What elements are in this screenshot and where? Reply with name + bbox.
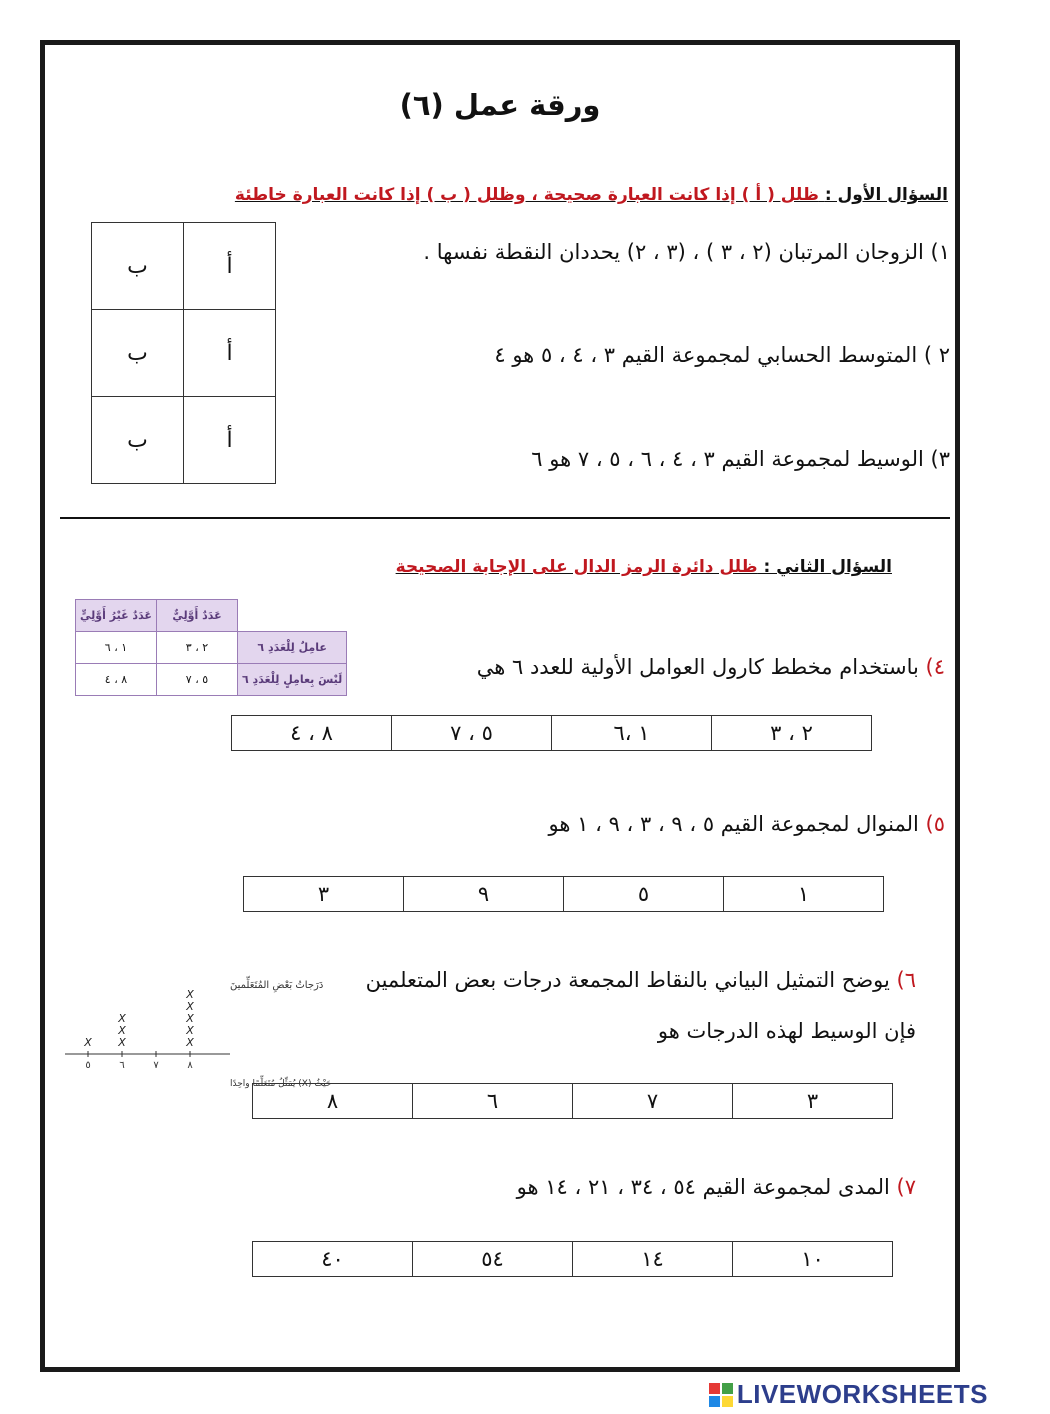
- q7-question: المدى لمجموعة القيم ٥٤ ، ٣٤ ، ٢١ ، ١٤ هو: [516, 1175, 897, 1199]
- q4-question: باستخدام مخطط كارول العوامل الأولية للعدد ٦ هي: [476, 655, 926, 679]
- q7-number: ٧): [896, 1175, 916, 1199]
- q2-header: [396, 557, 892, 577]
- dot-plot-mark: X: [118, 1036, 126, 1049]
- carroll-col-header: عَدَدٌ غَيْرُ أَوَّلِيٍّ: [76, 600, 157, 632]
- q7-text: [517, 1175, 916, 1199]
- q5-number: ٥): [925, 812, 945, 836]
- dot-plot-tick-label: ٨: [187, 1060, 193, 1071]
- dot-plot-mark: X: [186, 1012, 194, 1025]
- answer-true-3[interactable]: أ: [184, 397, 276, 484]
- dot-plot-mark: X: [118, 1012, 126, 1025]
- q7-option[interactable]: ٥٤: [413, 1242, 573, 1277]
- q5-option[interactable]: ٥: [564, 877, 724, 912]
- q1-answer-row: [92, 397, 276, 484]
- answer-false-3[interactable]: ب: [92, 397, 184, 484]
- q2-label: السؤال الثاني :: [763, 557, 892, 577]
- q1-header: [235, 185, 948, 205]
- q6-option[interactable]: ٣: [733, 1084, 893, 1119]
- q1-answer-row: [92, 223, 276, 310]
- q6-number: ٦): [896, 968, 916, 992]
- carroll-row-header: لَيْسَ بِعامِلٍ لِلْعَدَدِ ٦: [238, 664, 347, 696]
- dot-plot-mark: X: [84, 1036, 92, 1049]
- dot-plot-tick-label: ٦: [119, 1060, 125, 1071]
- answer-false-2[interactable]: ب: [92, 310, 184, 397]
- answer-true-2[interactable]: أ: [184, 310, 276, 397]
- dot-plot-mark: X: [186, 1036, 194, 1049]
- q6-question: يوضح التمثيل البياني بالنقاط المجمعة درجات بعض المتعلمين: [365, 968, 897, 992]
- logo-grid-icon: [709, 1383, 733, 1407]
- answer-true-1[interactable]: أ: [184, 223, 276, 310]
- q4-number: ٤): [925, 655, 945, 679]
- dot-plot-mark: X: [118, 1024, 126, 1037]
- q1-statement-1: ١) الزوجان المرتبان (٢ ، ٣ ) ، (٣ ، ٢) يحددان النقطة نفسها .: [423, 240, 950, 264]
- q5-option[interactable]: ١: [724, 877, 884, 912]
- q5-option[interactable]: ٩: [404, 877, 564, 912]
- q5-options: [243, 876, 884, 912]
- carroll-cell: ١ ، ٦: [76, 632, 157, 664]
- q5-text: [549, 812, 945, 836]
- q4-option[interactable]: ١ ،٦: [552, 716, 712, 751]
- q5-option[interactable]: ٣: [244, 877, 404, 912]
- worksheet-title: ورقة عمل (٦): [399, 88, 601, 122]
- carroll-cell: ٢ ، ٣: [157, 632, 238, 664]
- q6-text: [366, 968, 916, 992]
- answer-false-1[interactable]: ب: [92, 223, 184, 310]
- logo-text: LIVEWORKSHEETS: [736, 1379, 988, 1409]
- dot-plot: [60, 972, 332, 1097]
- carroll-col-header: عَدَدٌ أَوَّلِيٌّ: [157, 600, 238, 632]
- dot-plot-title: دَرَجاتُ بَعْضِ المُتَعَلِّمينَ: [230, 980, 324, 991]
- dot-plot-tick-label: ٥: [85, 1060, 91, 1071]
- q6-option[interactable]: ٧: [573, 1084, 733, 1119]
- q1-instruction: ظلل ( أ ) إذا كانت العبارة صحيحة ، وظلل ( ب ) إذا كانت العبارة خاطئة: [234, 185, 819, 205]
- q7-option[interactable]: ١٠: [733, 1242, 893, 1277]
- q7-options: [252, 1241, 893, 1277]
- q1-answer-row: [92, 310, 276, 397]
- q6-options: [252, 1083, 893, 1119]
- q1-statement-2: ٢ ) المتوسط الحسابي لمجموعة القيم ٣ ، ٤ ، ٥ هو ٤: [494, 343, 950, 367]
- q4-option[interactable]: ٥ ، ٧: [392, 716, 552, 751]
- dot-plot-mark: X: [186, 1024, 194, 1037]
- carroll-corner: [238, 600, 347, 632]
- q6-option[interactable]: ٦: [413, 1084, 573, 1119]
- dot-plot-tick-label: ٧: [153, 1060, 159, 1071]
- q6-option[interactable]: ٨: [253, 1084, 413, 1119]
- dot-plot-caption: حَيْثُ (X) يُمَثِّلُ مُتَعَلِّمًا واحِدًا: [230, 1079, 332, 1089]
- q5-question: المنوال لمجموعة القيم ٥ ، ٩ ، ٣ ، ٩ ، ١ هو: [548, 812, 926, 836]
- q7-option[interactable]: ١٤: [573, 1242, 733, 1277]
- dot-plot-mark: X: [186, 1000, 194, 1013]
- q2-instruction: ظلل دائرة الرمز الدال على الإجابة الصحيحة: [395, 557, 758, 577]
- carroll-diagram: [75, 599, 347, 696]
- q1-statement-3: ٣) الوسيط لمجموعة القيم ٣ ، ٤ ، ٦ ، ٥ ، ٧ هو ٦: [531, 447, 950, 471]
- q6-text-line2: فإن الوسيط لهذه الدرجات هو: [657, 1019, 916, 1043]
- section-divider: [60, 517, 950, 519]
- q4-options: [231, 715, 872, 751]
- q4-option[interactable]: ٨ ، ٤: [232, 716, 392, 751]
- carroll-row-header: عامِلٌ لِلْعَدَدِ ٦: [238, 632, 347, 664]
- liveworksheets-logo: [709, 1379, 988, 1410]
- dot-plot-mark: X: [186, 988, 194, 1001]
- q7-option[interactable]: ٤٠: [253, 1242, 413, 1277]
- q4-text: [477, 655, 945, 679]
- q1-label: السؤال الأول :: [824, 185, 948, 205]
- q4-option[interactable]: ٢ ، ٣: [712, 716, 872, 751]
- carroll-cell: ٥ ، ٧: [157, 664, 238, 696]
- q1-answer-grid: [91, 222, 276, 484]
- carroll-cell: ٨ ، ٤: [76, 664, 157, 696]
